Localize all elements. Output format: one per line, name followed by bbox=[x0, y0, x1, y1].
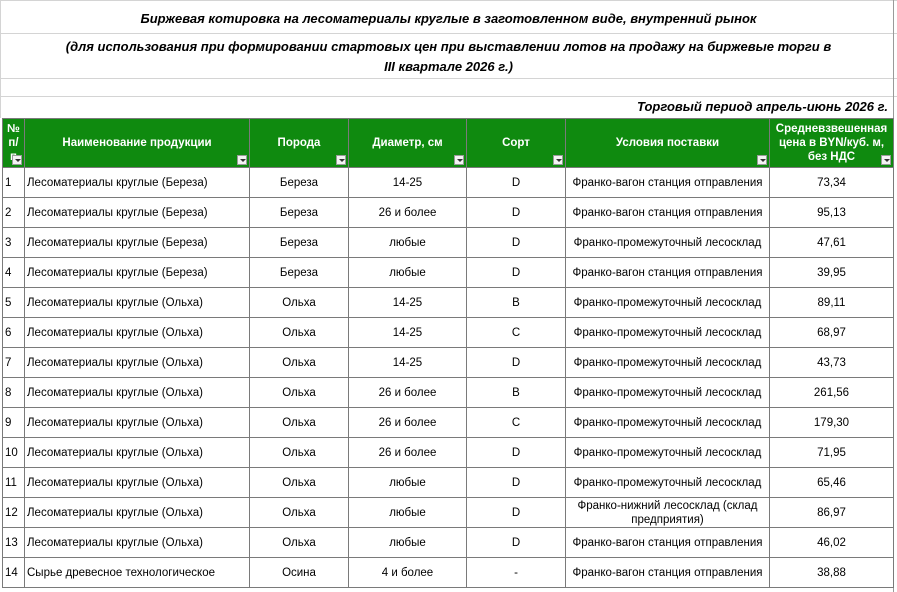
cell-price[interactable]: 179,30 bbox=[770, 408, 894, 438]
cell-grade[interactable]: D bbox=[467, 348, 566, 378]
cell-num[interactable]: 12 bbox=[3, 498, 25, 528]
table-row bbox=[3, 498, 894, 528]
cell-diameter[interactable]: любые bbox=[349, 498, 467, 528]
cell-num[interactable]: 6 bbox=[3, 318, 25, 348]
header-price-label: Средневзвешенная цена в BYN/куб. м, без НДС bbox=[775, 123, 888, 163]
cell-delivery[interactable]: Франко-промежуточный лесосклад bbox=[566, 468, 770, 498]
cell-num[interactable]: 1 bbox=[3, 168, 25, 198]
cell-diameter[interactable]: 26 и более bbox=[349, 378, 467, 408]
header-name bbox=[25, 119, 250, 168]
cell-price[interactable]: 73,34 bbox=[770, 168, 894, 198]
cell-name[interactable]: Сырье древесное технологическое bbox=[25, 558, 250, 588]
cell-name[interactable]: Лесоматериалы круглые (Береза) bbox=[25, 258, 250, 288]
table-row bbox=[3, 168, 894, 198]
table-header-row bbox=[3, 119, 894, 168]
cell-name[interactable]: Лесоматериалы круглые (Ольха) bbox=[25, 348, 250, 378]
dropdown-filter-icon[interactable] bbox=[757, 155, 767, 165]
cell-delivery[interactable]: Франко-вагон станция отправления bbox=[566, 168, 770, 198]
cell-name[interactable]: Лесоматериалы круглые (Ольха) bbox=[25, 438, 250, 468]
cell-grade[interactable]: D bbox=[467, 258, 566, 288]
header-species-label: Порода bbox=[277, 137, 321, 149]
cell-price[interactable]: 47,61 bbox=[770, 228, 894, 258]
cell-grade[interactable]: C bbox=[467, 318, 566, 348]
cell-species[interactable]: Ольха bbox=[250, 318, 349, 348]
cell-delivery[interactable]: Франко-вагон станция отправления bbox=[566, 528, 770, 558]
cell-diameter[interactable]: любые bbox=[349, 258, 467, 288]
cell-price[interactable]: 65,46 bbox=[770, 468, 894, 498]
cell-species[interactable]: Осина bbox=[250, 558, 349, 588]
cell-name[interactable]: Лесоматериалы круглые (Ольха) bbox=[25, 498, 250, 528]
header-name-label: Наименование продукции bbox=[62, 137, 212, 149]
grid-line bbox=[0, 78, 897, 79]
cell-grade[interactable]: B bbox=[467, 288, 566, 318]
cell-species[interactable]: Ольха bbox=[250, 378, 349, 408]
header-grade bbox=[467, 119, 566, 168]
cell-price[interactable]: 71,95 bbox=[770, 438, 894, 468]
header-diameter bbox=[349, 119, 467, 168]
cell-price[interactable]: 46,02 bbox=[770, 528, 894, 558]
quotes-table bbox=[2, 118, 894, 588]
cell-species[interactable]: Ольха bbox=[250, 438, 349, 468]
grid-line bbox=[0, 0, 897, 1]
cell-diameter[interactable]: 14-25 bbox=[349, 288, 467, 318]
cell-diameter[interactable]: 4 и более bbox=[349, 558, 467, 588]
cell-species[interactable]: Береза bbox=[250, 228, 349, 258]
cell-species[interactable]: Ольха bbox=[250, 498, 349, 528]
table-row bbox=[3, 408, 894, 438]
cell-num[interactable]: 10 bbox=[3, 438, 25, 468]
cell-delivery[interactable]: Франко-промежуточный лесосклад bbox=[566, 318, 770, 348]
cell-delivery[interactable]: Франко-вагон станция отправления bbox=[566, 198, 770, 228]
cell-diameter[interactable]: любые bbox=[349, 528, 467, 558]
dropdown-filter-icon[interactable] bbox=[237, 155, 247, 165]
cell-num[interactable]: 3 bbox=[3, 228, 25, 258]
table-row bbox=[3, 348, 894, 378]
cell-species[interactable]: Береза bbox=[250, 258, 349, 288]
cell-species[interactable]: Ольха bbox=[250, 528, 349, 558]
table-row bbox=[3, 198, 894, 228]
cell-name[interactable]: Лесоматериалы круглые (Береза) bbox=[25, 168, 250, 198]
cell-num[interactable]: 13 bbox=[3, 528, 25, 558]
table-row bbox=[3, 258, 894, 288]
cell-diameter[interactable]: любые bbox=[349, 468, 467, 498]
cell-diameter[interactable]: 26 и более bbox=[349, 198, 467, 228]
trading-period: Торговый период апрель-июнь 2026 г. bbox=[637, 99, 888, 114]
table-row bbox=[3, 318, 894, 348]
page-subtitle-line2: III квартале 2026 г.) bbox=[384, 59, 513, 74]
cell-delivery[interactable]: Франко-промежуточный лесосклад bbox=[566, 348, 770, 378]
cell-name[interactable]: Лесоматериалы круглые (Ольха) bbox=[25, 378, 250, 408]
cell-diameter[interactable]: 26 и более bbox=[349, 438, 467, 468]
cell-price[interactable]: 38,88 bbox=[770, 558, 894, 588]
cell-name[interactable]: Лесоматериалы круглые (Береза) bbox=[25, 228, 250, 258]
table-row bbox=[3, 558, 894, 588]
cell-price[interactable]: 86,97 bbox=[770, 498, 894, 528]
dropdown-filter-icon[interactable] bbox=[881, 155, 891, 165]
cell-name[interactable]: Лесоматериалы круглые (Ольха) bbox=[25, 318, 250, 348]
cell-grade[interactable]: D bbox=[467, 528, 566, 558]
table-row bbox=[3, 288, 894, 318]
table-row bbox=[3, 468, 894, 498]
cell-name[interactable]: Лесоматериалы круглые (Ольха) bbox=[25, 528, 250, 558]
table-row bbox=[3, 528, 894, 558]
cell-species[interactable]: Береза bbox=[250, 198, 349, 228]
dropdown-filter-icon[interactable] bbox=[336, 155, 346, 165]
cell-delivery[interactable]: Франко-промежуточный лесосклад bbox=[566, 438, 770, 468]
cell-diameter[interactable]: 26 и более bbox=[349, 408, 467, 438]
cell-grade[interactable]: D bbox=[467, 468, 566, 498]
cell-num[interactable]: 9 bbox=[3, 408, 25, 438]
header-num bbox=[3, 119, 25, 168]
cell-species[interactable]: Ольха bbox=[250, 408, 349, 438]
cell-grade[interactable]: D bbox=[467, 438, 566, 468]
cell-name[interactable]: Лесоматериалы круглые (Ольха) bbox=[25, 288, 250, 318]
grid-line bbox=[0, 33, 897, 34]
header-species bbox=[250, 119, 349, 168]
header-delivery bbox=[566, 119, 770, 168]
cell-grade[interactable]: D bbox=[467, 228, 566, 258]
page-subtitle-line1: (для использования при формировании стартовых цен при выставлении лотов на продажу на биржевые торги в bbox=[65, 39, 832, 54]
grid-line bbox=[0, 96, 897, 97]
cell-name[interactable]: Лесоматериалы круглые (Береза) bbox=[25, 198, 250, 228]
cell-grade[interactable]: D bbox=[467, 198, 566, 228]
cell-num[interactable]: 8 bbox=[3, 378, 25, 408]
dropdown-filter-icon[interactable] bbox=[12, 155, 22, 165]
cell-grade[interactable]: D bbox=[467, 168, 566, 198]
cell-delivery[interactable]: Франко-промежуточный лесосклад bbox=[566, 378, 770, 408]
cell-species[interactable]: Береза bbox=[250, 168, 349, 198]
cell-name[interactable]: Лесоматериалы круглые (Ольха) bbox=[25, 468, 250, 498]
cell-num[interactable]: 7 bbox=[3, 348, 25, 378]
cell-delivery[interactable]: Франко-вагон станция отправления bbox=[566, 558, 770, 588]
table-row bbox=[3, 228, 894, 258]
cell-diameter[interactable]: 14-25 bbox=[349, 348, 467, 378]
cell-delivery[interactable]: Франко-промежуточный лесосклад bbox=[566, 408, 770, 438]
cell-grade[interactable]: B bbox=[467, 378, 566, 408]
cell-grade[interactable]: D bbox=[467, 498, 566, 528]
dropdown-filter-icon[interactable] bbox=[553, 155, 563, 165]
cell-diameter[interactable]: любые bbox=[349, 228, 467, 258]
cell-num[interactable]: 14 bbox=[3, 558, 25, 588]
cell-name[interactable]: Лесоматериалы круглые (Ольха) bbox=[25, 408, 250, 438]
cell-delivery[interactable]: Франко-нижний лесосклад (склад предприятия) bbox=[566, 498, 770, 528]
cell-num[interactable]: 2 bbox=[3, 198, 25, 228]
header-grade-label: Сорт bbox=[502, 137, 530, 149]
header-price bbox=[770, 119, 894, 168]
table-row bbox=[3, 378, 894, 408]
cell-price[interactable]: 68,97 bbox=[770, 318, 894, 348]
table-row bbox=[3, 438, 894, 468]
cell-num[interactable]: 11 bbox=[3, 468, 25, 498]
dropdown-filter-icon[interactable] bbox=[454, 155, 464, 165]
cell-delivery[interactable]: Франко-промежуточный лесосклад bbox=[566, 288, 770, 318]
cell-diameter[interactable]: 14-25 bbox=[349, 168, 467, 198]
cell-price[interactable]: 43,73 bbox=[770, 348, 894, 378]
cell-species[interactable]: Ольха bbox=[250, 468, 349, 498]
cell-price[interactable]: 89,11 bbox=[770, 288, 894, 318]
cell-diameter[interactable]: 14-25 bbox=[349, 318, 467, 348]
header-delivery-label: Условия поставки bbox=[615, 137, 720, 149]
cell-price[interactable]: 39,95 bbox=[770, 258, 894, 288]
header-diameter-label: Диаметр, см bbox=[372, 137, 443, 149]
cell-num[interactable]: 5 bbox=[3, 288, 25, 318]
page-title: Биржевая котировка на лесоматериалы круглые в заготовленном виде, внутренний рынок bbox=[140, 11, 757, 26]
cell-price[interactable]: 95,13 bbox=[770, 198, 894, 228]
table-body bbox=[3, 168, 894, 588]
cell-grade[interactable]: C bbox=[467, 408, 566, 438]
header-num-label: № п/ bbox=[7, 123, 20, 149]
cell-grade[interactable]: - bbox=[467, 558, 566, 588]
cell-species[interactable]: Ольха bbox=[250, 348, 349, 378]
cell-species[interactable]: Ольха bbox=[250, 288, 349, 318]
cell-delivery[interactable]: Франко-промежуточный лесосклад bbox=[566, 228, 770, 258]
cell-delivery[interactable]: Франко-вагон станция отправления bbox=[566, 258, 770, 288]
cell-price[interactable]: 261,56 bbox=[770, 378, 894, 408]
cell-num[interactable]: 4 bbox=[3, 258, 25, 288]
